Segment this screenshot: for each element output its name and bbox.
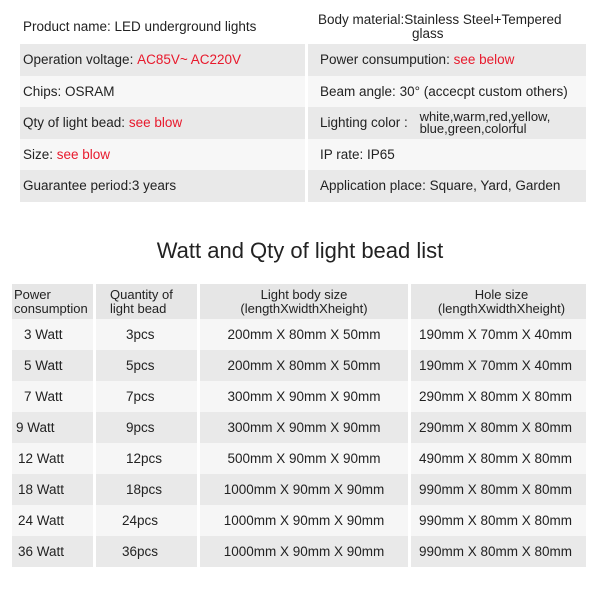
spec-row: [20, 8, 586, 44]
spec-value: OSRAM: [65, 83, 115, 99]
spec-operation-voltage: [20, 44, 305, 76]
cell-qty: 36pcs: [96, 536, 197, 567]
spec-label: Size:: [23, 146, 57, 162]
table-row: [12, 319, 586, 350]
cell-qty: 3pcs: [96, 319, 197, 350]
cell-body-size: 300mm X 90mm X 90mm: [200, 412, 408, 443]
cell-body-size: 500mm X 90mm X 90mm: [200, 443, 408, 474]
spec-value: 30° (accecpt custom others): [399, 83, 568, 99]
cell-hole-size: 990mm X 80mm X 80mm: [411, 505, 586, 536]
cell-body-size: 200mm X 80mm X 50mm: [200, 319, 408, 350]
spec-value: LED underground lights: [114, 18, 257, 34]
cell-body-size: 1000mm X 90mm X 90mm: [200, 536, 408, 567]
cell-hole-size: 290mm X 80mm X 80mm: [411, 381, 586, 412]
spec-chips: [20, 76, 305, 108]
spec-label: Lighting color :: [320, 115, 412, 131]
cell-qty: 5pcs: [96, 350, 197, 381]
cell-qty: 7pcs: [96, 381, 197, 412]
spec-application-place: [308, 170, 586, 202]
header-line: Quantity of: [110, 286, 173, 302]
spec-value: AC85V~ AC220V: [137, 52, 242, 68]
spec-value: IP65: [367, 146, 395, 162]
table-row: [12, 443, 586, 474]
spec-value: see blow: [128, 115, 183, 131]
spec-sheet: [20, 8, 586, 202]
spec-row: [20, 76, 586, 108]
cell-body-size: 300mm X 90mm X 90mm: [200, 381, 408, 412]
cell-qty: 12pcs: [96, 443, 197, 474]
spec-label: Qty of light bead:: [23, 115, 129, 131]
bead-list-table: [12, 284, 586, 567]
spec-ip-rate: [308, 139, 586, 171]
spec-value: 3 years: [131, 178, 177, 194]
cell-qty: 24pcs: [96, 505, 197, 536]
header-qty: [96, 284, 197, 319]
cell-body-size: 1000mm X 90mm X 90mm: [200, 505, 408, 536]
spec-guarantee-period: [20, 170, 305, 202]
spec-label: IP rate:: [320, 146, 368, 162]
cell-power: 5 Watt: [12, 350, 93, 381]
spec-row: [20, 44, 586, 76]
cell-body-size: 200mm X 80mm X 50mm: [200, 350, 408, 381]
cell-hole-size: 490mm X 80mm X 80mm: [411, 443, 586, 474]
table-row: [12, 381, 586, 412]
cell-power: 3 Watt: [12, 319, 93, 350]
table-row: [12, 505, 586, 536]
spec-value: see below: [453, 52, 515, 68]
header-line: (lengthXwidthXheight): [437, 300, 566, 316]
spec-label: Body material:: [318, 12, 405, 27]
cell-power: 9 Watt: [12, 412, 93, 443]
table-row: [12, 536, 586, 567]
header-power: [12, 284, 93, 319]
cell-qty: 18pcs: [96, 474, 197, 505]
table-header-row: [12, 284, 586, 319]
cell-hole-size: 290mm X 80mm X 80mm: [411, 412, 586, 443]
cell-qty: 9pcs: [96, 412, 197, 443]
spec-value: white,warm,red,yellow,: [419, 108, 551, 124]
spec-label: Power consumpution:: [320, 52, 454, 68]
spec-value-line2: glass: [412, 26, 444, 41]
header-hole-size: [411, 284, 586, 319]
spec-label: Chips:: [23, 83, 66, 99]
cell-power: 18 Watt: [12, 474, 93, 505]
header-line: Light body size: [260, 286, 348, 302]
cell-power: 24 Watt: [12, 505, 93, 536]
spec-size: [20, 139, 305, 171]
spec-row: [20, 139, 586, 171]
spec-power-consumption: [308, 44, 586, 76]
cell-power: 7 Watt: [12, 381, 93, 412]
cell-power: 36 Watt: [12, 536, 93, 567]
header-line: (lengthXwidthXheight): [240, 300, 368, 316]
spec-row: [20, 170, 586, 202]
spec-value: Stainless Steel+Tempered: [404, 12, 562, 27]
cell-hole-size: 990mm X 80mm X 80mm: [411, 536, 586, 567]
spec-label: Guarantee period:: [23, 178, 132, 194]
cell-hole-size: 190mm X 70mm X 40mm: [411, 319, 586, 350]
spec-label: Application place:: [320, 178, 430, 194]
spec-value: Square, Yard, Garden: [429, 178, 561, 194]
spec-lighting-color: [308, 107, 586, 139]
cell-power: 12 Watt: [12, 443, 93, 474]
spec-beam-angle: [308, 76, 586, 108]
spec-row: [20, 107, 586, 139]
table-title: Watt and Qty of light bead list: [156, 238, 444, 263]
spec-product-name: [20, 8, 305, 44]
cell-body-size: 1000mm X 90mm X 90mm: [200, 474, 408, 505]
spec-label: Product name:: [23, 18, 115, 34]
spec-value: see blow: [56, 146, 111, 162]
spec-label: Beam angle:: [320, 83, 400, 99]
spec-label: Operation voltage:: [23, 52, 138, 68]
table-row: [12, 412, 586, 443]
header-line: consumption: [14, 300, 88, 316]
table-row: [12, 474, 586, 505]
header-line: light bead: [110, 300, 167, 316]
spec-value-line2: blue,green,colorful: [419, 120, 527, 136]
header-line: Power: [14, 286, 51, 302]
cell-hole-size: 190mm X 70mm X 40mm: [411, 350, 586, 381]
cell-hole-size: 990mm X 80mm X 80mm: [411, 474, 586, 505]
spec-body-material: [308, 8, 586, 44]
header-line: Hole size: [474, 286, 529, 302]
header-body-size: [200, 284, 408, 319]
table-row: [12, 350, 586, 381]
spec-qty-light-bead: [20, 107, 305, 139]
